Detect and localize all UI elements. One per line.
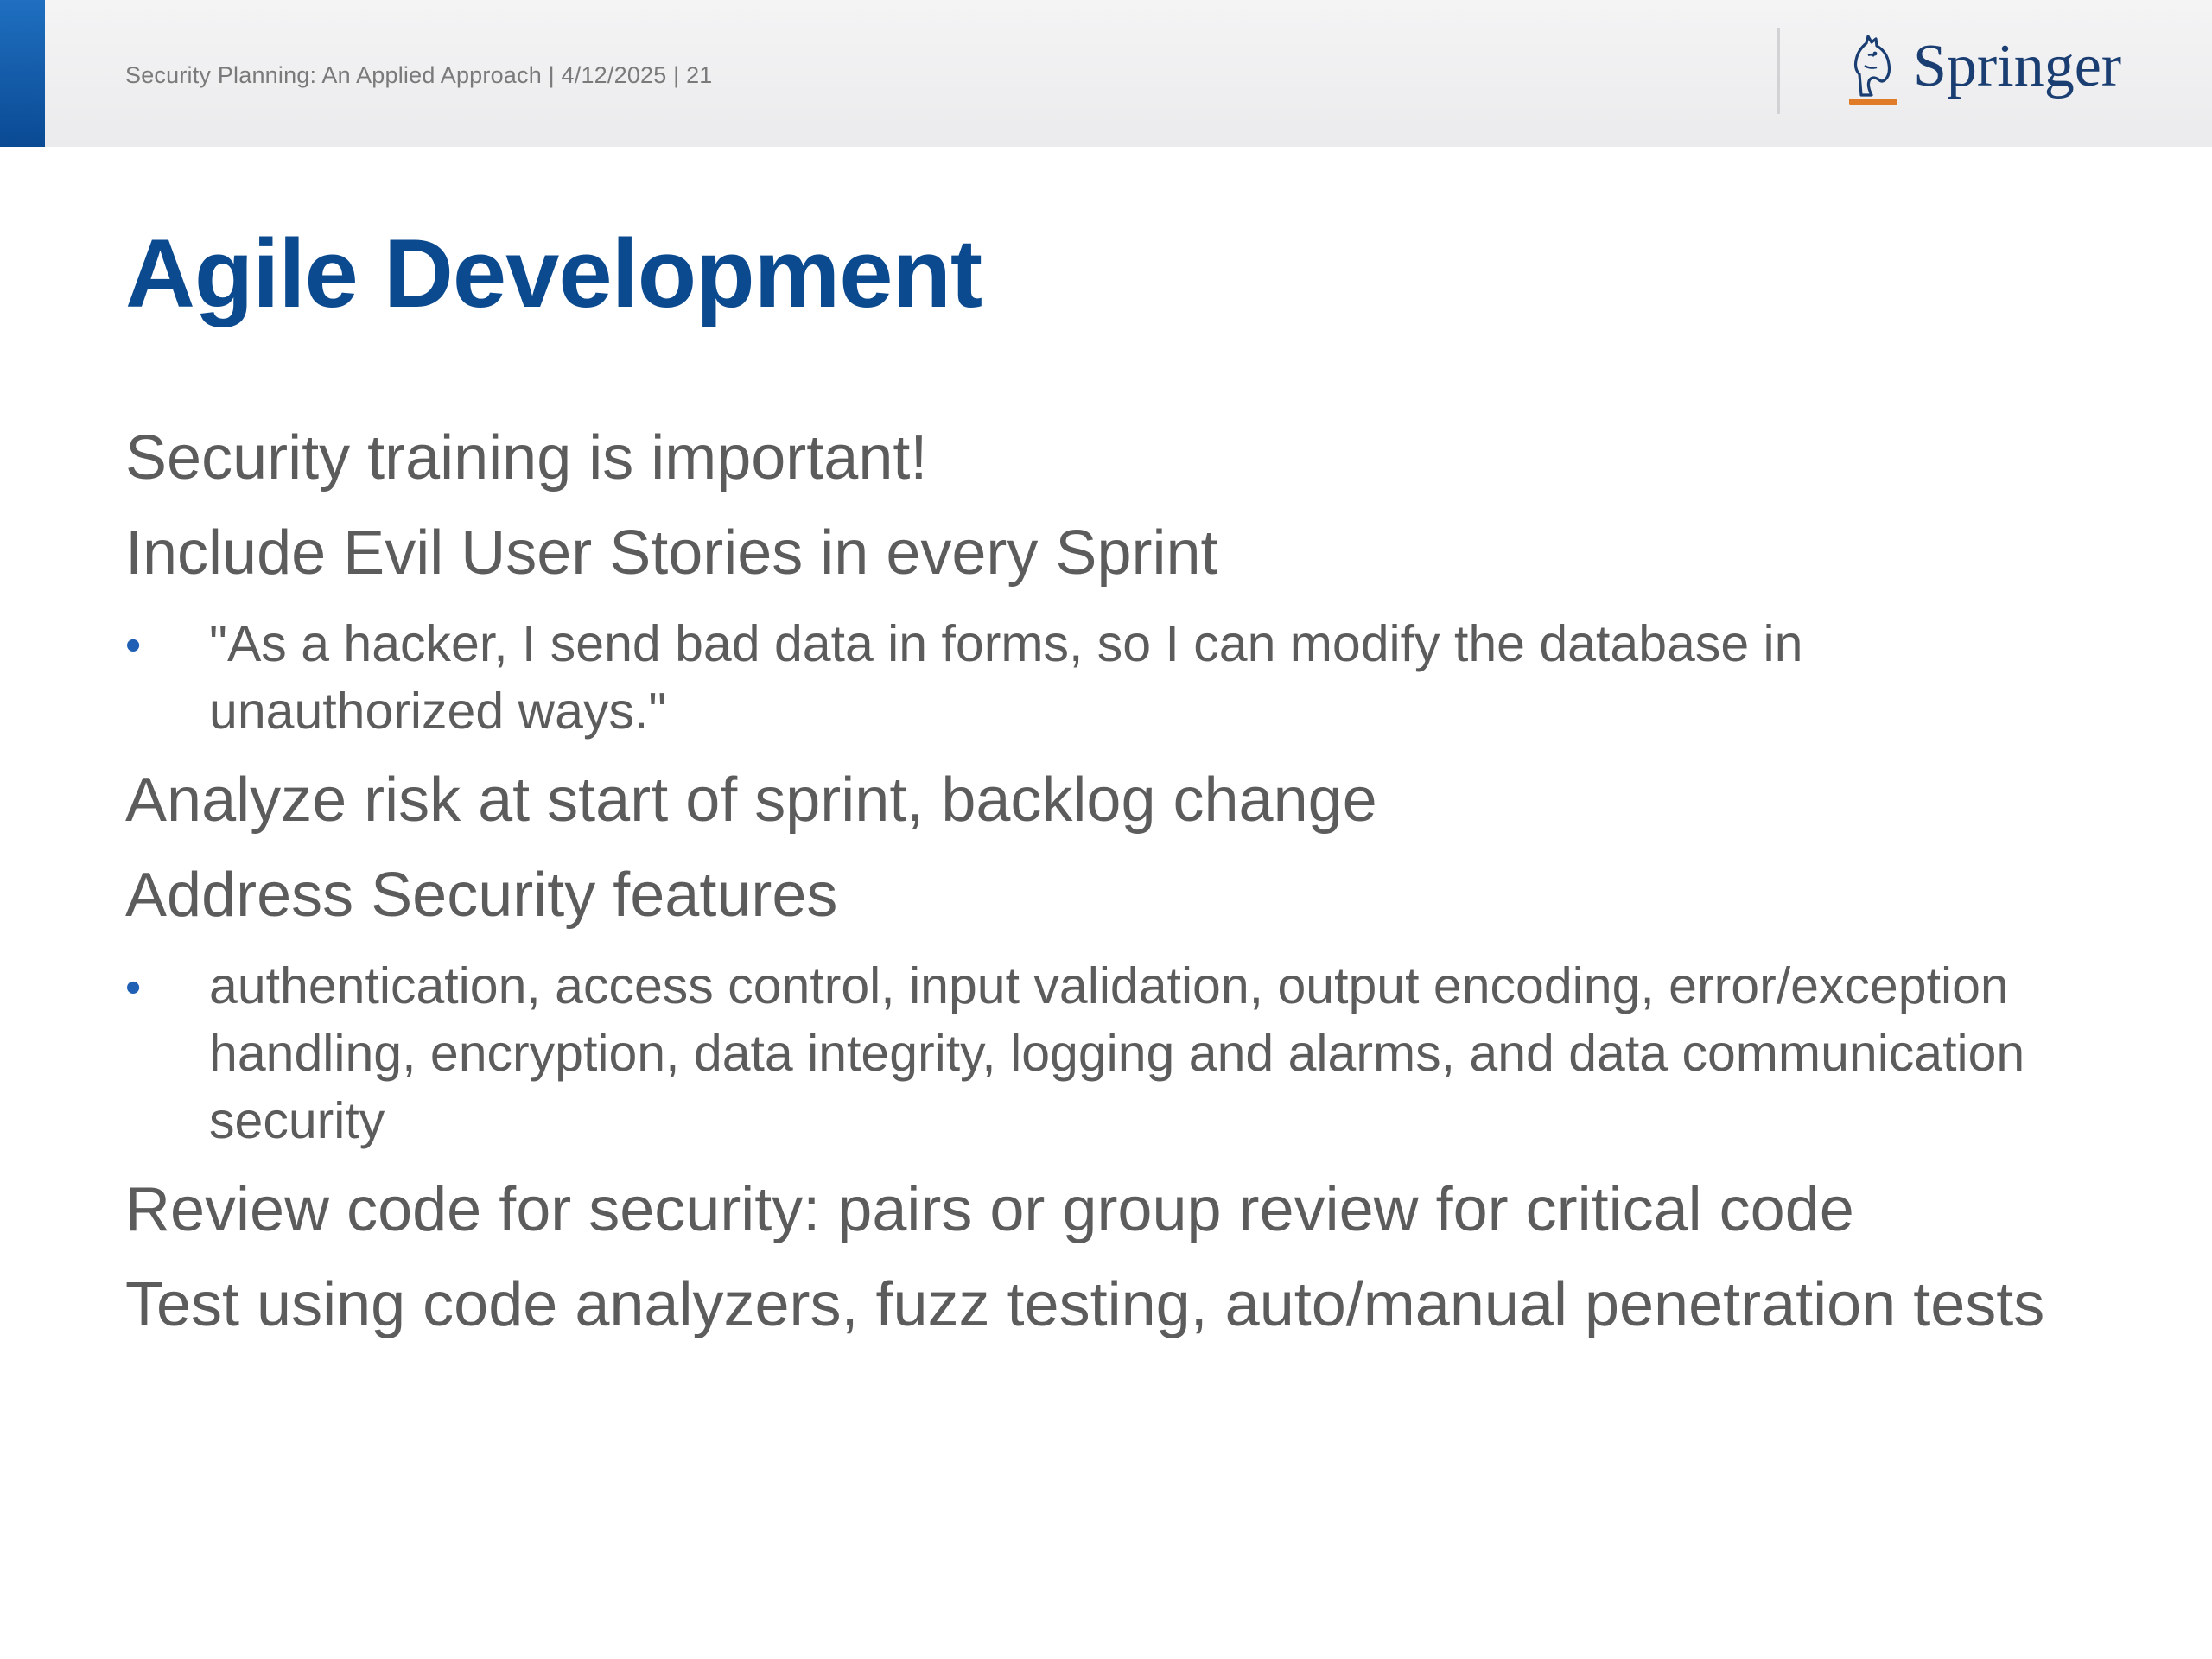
bullet-item: Address Security features [125,861,838,930]
sub-bullet-item [125,952,2104,1154]
bullet-dot-icon: • [125,620,142,671]
bullet-item: Analyze risk at start of sprint, backlog change [125,766,1377,835]
slide-header [0,0,2212,147]
slide-title: Agile Development [125,219,982,327]
bullet-dot-icon: • [125,963,142,1013]
sub-bullet-text: authentication, access control, input validation, output encoding, error/exception handling, encryption, data integrity, logging and alarms, and data communication security [209,957,2025,1149]
slide-footer-info: Security Planning: An Applied Approach | 4/12/2025 | 21 [125,62,713,88]
bullet-item: Security training is important! [125,423,928,493]
slide-content [125,423,2104,1365]
springer-logo [1839,31,2121,109]
sub-bullet-text: "As a hacker, I send bad data in forms, so I can modify the database in unauthorized ways." [209,615,1803,740]
header-divider [1777,28,1780,114]
springer-logo-text: Springer [1913,33,2122,99]
sub-bullet-item [125,610,2104,745]
knight-horse-icon [1839,31,1906,109]
header-accent-bar [0,0,45,147]
bullet-item: Test using code analyzers, fuzz testing, auto/manual penetration tests [125,1270,2045,1339]
bullet-item: Include Evil User Stories in every Sprint [125,518,1218,588]
bullet-item: Review code for security: pairs or group review for critical code [125,1175,1854,1244]
